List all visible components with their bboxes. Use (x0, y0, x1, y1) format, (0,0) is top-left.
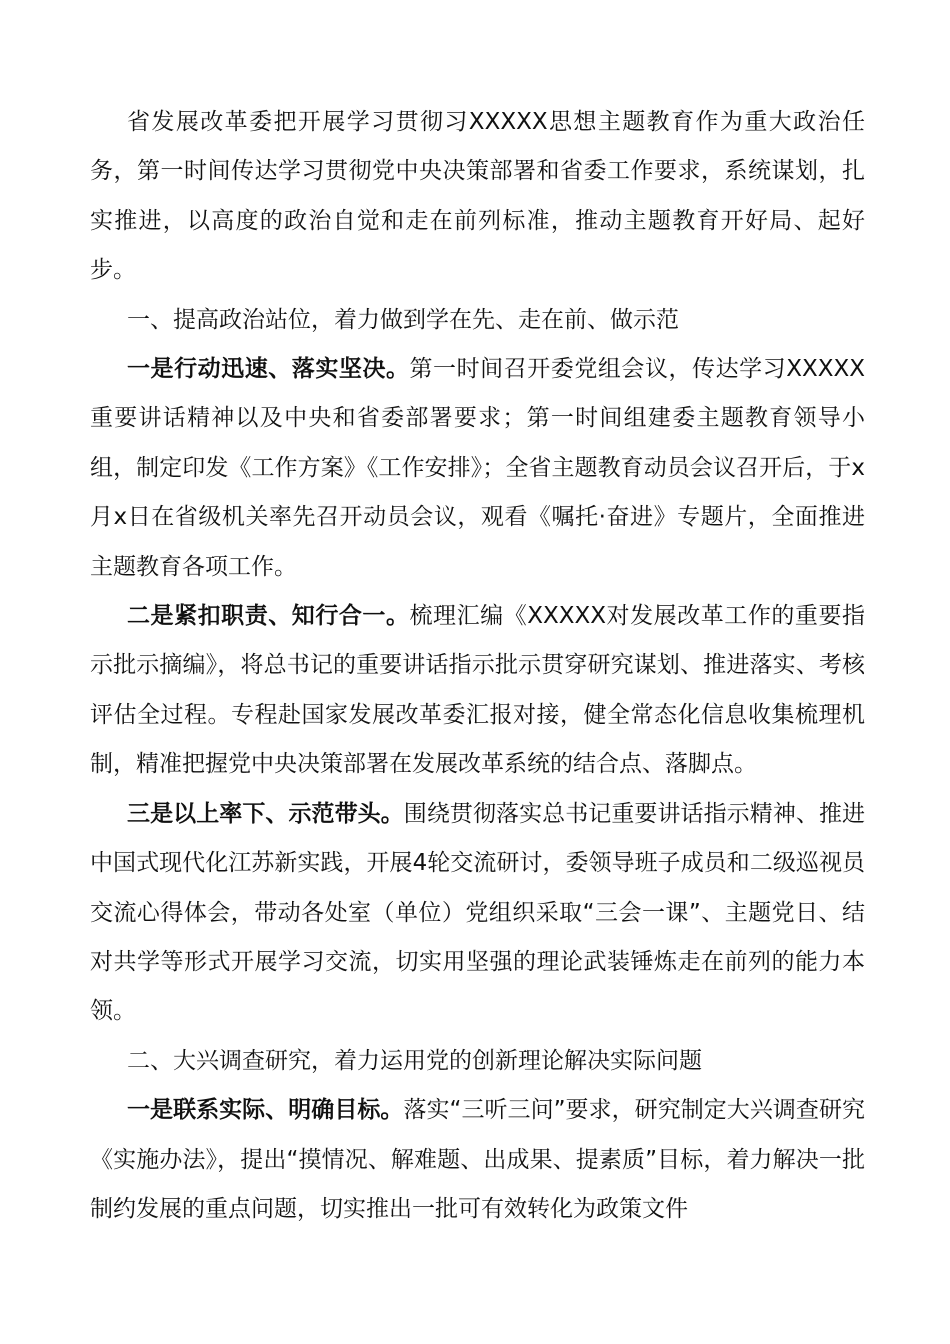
paragraph-text: 省发展改革委把开展学习贯彻习XXXXX思想主题教育作为重大政治任务，第一时间传达学习贯彻党中央决策部署和省委工作要求，系统谋划，扎实推进，以高度的政治自觉和走在前列标准，推动主题教育开好局、起好步。 (90, 109, 865, 284)
section-2-item-1 (90, 1086, 865, 1234)
paragraph-text: 梳理汇编《XXXXX对发展改革工作的重要指示批示摘编》，将总书记的重要讲话指示批示贯穿研究谋划、推进落实、考核评估全过程。专程赴国家发展改革委汇报对接，健全常态化信息收集梳理机制，精准把握党中央决策部署在发展改革系统的结合点、落脚点。 (90, 603, 865, 778)
paragraph-text: 第一时间召开委党组会议，传达学习XXXXX重要讲话精神以及中央和省委部署要求；第一时间组建委主题教育领导小组，制定印发《工作方案》《工作安排》；全省主题教育动员会议召开后，于x月x日在省级机关率先召开动员会议，观看《嘱托·奋进》专题片，全面推进主题教育各项工作。 (90, 356, 865, 580)
paragraph-text: 落实“三听三问”要求，研究制定大兴调查研究《实施办法》，提出“摸情况、解难题、出成果、提素质”目标，着力解决一批制约发展的重点问题，切实推出一批可有效转化为政策文件 (90, 1097, 865, 1222)
paragraph-text: 围绕贯彻落实总书记重要讲话指示精神、推进中国式现代化江苏新实践，开展4轮交流研讨，委领导班子成员和二级巡视员交流心得体会，带动各处室（单位）党组织采取“三会一课”、主题党日、结对共学等形式开展学习交流，切实用坚强的理论武装锤炼走在前列的能力本领。 (90, 800, 866, 1025)
section-1-item-3 (90, 790, 865, 1037)
section-1-item-2 (90, 592, 865, 790)
document-page (90, 98, 865, 1234)
section-heading-1 (90, 296, 865, 345)
paragraph-lead: 二是紧扣职责、知行合一。 (127, 603, 410, 630)
paragraph-text: 一、提高政治站位，着力做到学在先、走在前、做示范 (127, 306, 679, 333)
section-1-item-1 (90, 345, 865, 592)
paragraph-lead: 一是联系实际、明确目标。 (127, 1097, 404, 1124)
paragraph-text: 二、大兴调查研究，着力运用党的创新理论解决实际问题 (127, 1047, 702, 1074)
intro-paragraph (90, 98, 865, 296)
paragraph-lead: 一是行动迅速、落实坚决。 (127, 356, 410, 383)
section-heading-2 (90, 1037, 865, 1086)
paragraph-lead: 三是以上率下、示范带头。 (127, 800, 404, 827)
